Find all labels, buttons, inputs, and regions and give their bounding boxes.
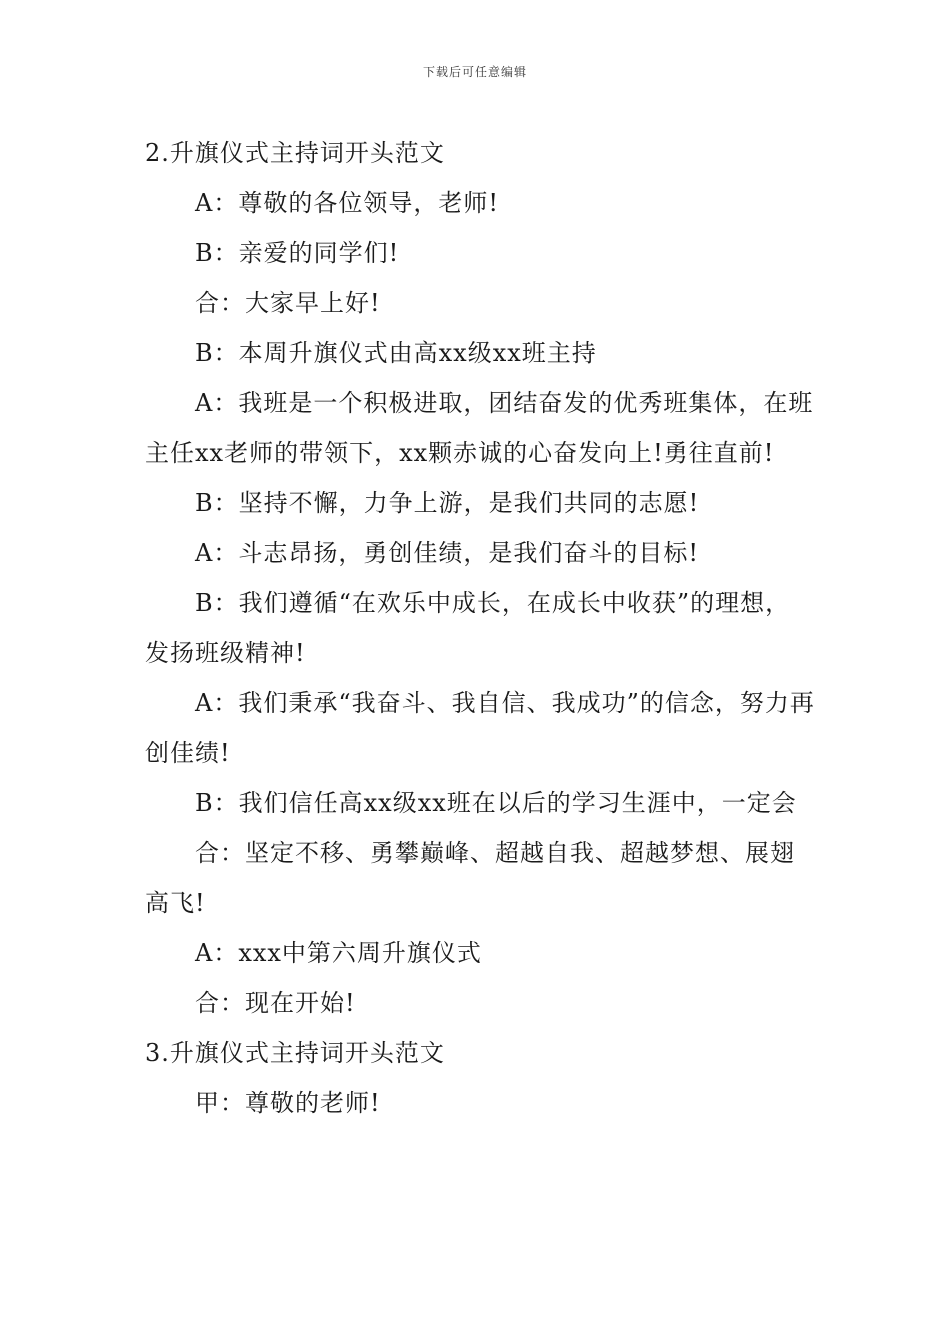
page-header: 下载后可任意编辑: [422, 65, 527, 79]
section-heading-3: 3.升旗仪式主持词开头范文: [145, 1039, 445, 1067]
dialogue-line: B：我们遵循“在欢乐中成长，在成长中收获”的理想，发扬班级精神!: [145, 589, 791, 667]
dialogue-line: A：斗志昂扬，勇创佳绩，是我们奋斗的目标!: [195, 539, 699, 567]
dialogue-line: B：亲爱的同学们!: [195, 239, 400, 267]
document-body: [145, 128, 815, 1128]
dialogue-line: A：我们秉承“我奋斗、我自信、我成功”的信念，努力再创佳绩!: [145, 689, 815, 767]
dialogue-line: 合：现在开始!: [195, 989, 356, 1017]
dialogue-line: 合：大家早上好!: [195, 289, 381, 317]
dialogue-line: B：本周升旗仪式由高xx级xx班主持: [195, 339, 597, 367]
section-heading-2: 2.升旗仪式主持词开头范文: [145, 139, 445, 167]
dialogue-line: 合：坚定不移、勇攀巅峰、超越自我、超越梦想、展翅高飞!: [145, 839, 795, 917]
dialogue-line: B：坚持不懈，力争上游，是我们共同的志愿!: [195, 489, 700, 517]
dialogue-line: 甲：尊敬的老师!: [195, 1089, 381, 1117]
dialogue-line: A：xxx中第六周升旗仪式: [195, 939, 482, 967]
dialogue-line: A：我班是一个积极进取，团结奋发的优秀班集体，在班主任xx老师的带领下，xx颗赤诚的心奋发向上!勇往直前!: [145, 389, 814, 467]
dialogue-line: B：我们信任高xx级xx班在以后的学习生涯中，一定会: [195, 789, 797, 817]
dialogue-line: A：尊敬的各位领导，老师!: [195, 189, 499, 217]
